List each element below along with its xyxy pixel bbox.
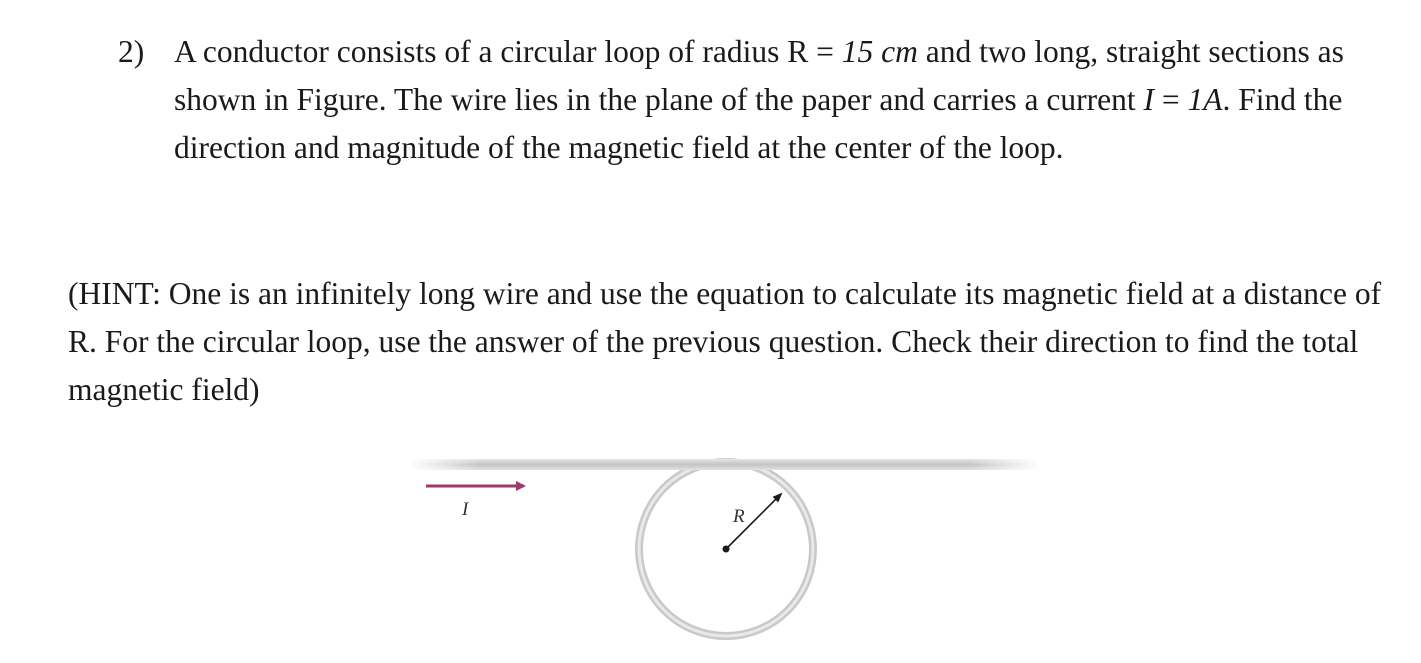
figure-svg xyxy=(400,445,1050,655)
straight-wire xyxy=(410,459,1040,470)
radius-value: 15 cm xyxy=(841,34,918,69)
question-text-part1: A conductor consists of a circular loop of radius R = xyxy=(174,34,842,69)
question-text-part4: . Find the direction and magnitude of the magnetic field at the center of the loop. xyxy=(174,82,1343,165)
wire-loop-figure xyxy=(400,445,1050,655)
radius-label: R xyxy=(733,506,745,527)
wire-fade-right xyxy=(970,457,1040,472)
question-text-part3: = xyxy=(1153,82,1188,117)
question-block xyxy=(118,28,1398,172)
current-value: 1A xyxy=(1187,82,1223,117)
current-label: I xyxy=(462,499,469,520)
wire-fade-left xyxy=(410,457,480,472)
question-number: 2) xyxy=(118,34,145,69)
hint-text: (HINT: One is an infinitely long wire and use the equation to calculate its magnetic field at a distance of R. For the circular loop, use the answer of the previous question. Check their direction to find the total magnetic field) xyxy=(68,276,1382,407)
current-symbol: I xyxy=(1143,82,1154,117)
loop-center-dot xyxy=(723,546,730,553)
question-text xyxy=(174,28,1394,172)
question-text-part2: and two long, straight sections as shown in Figure. The wire lies in the plane of the paper and carries a current xyxy=(174,34,1344,117)
